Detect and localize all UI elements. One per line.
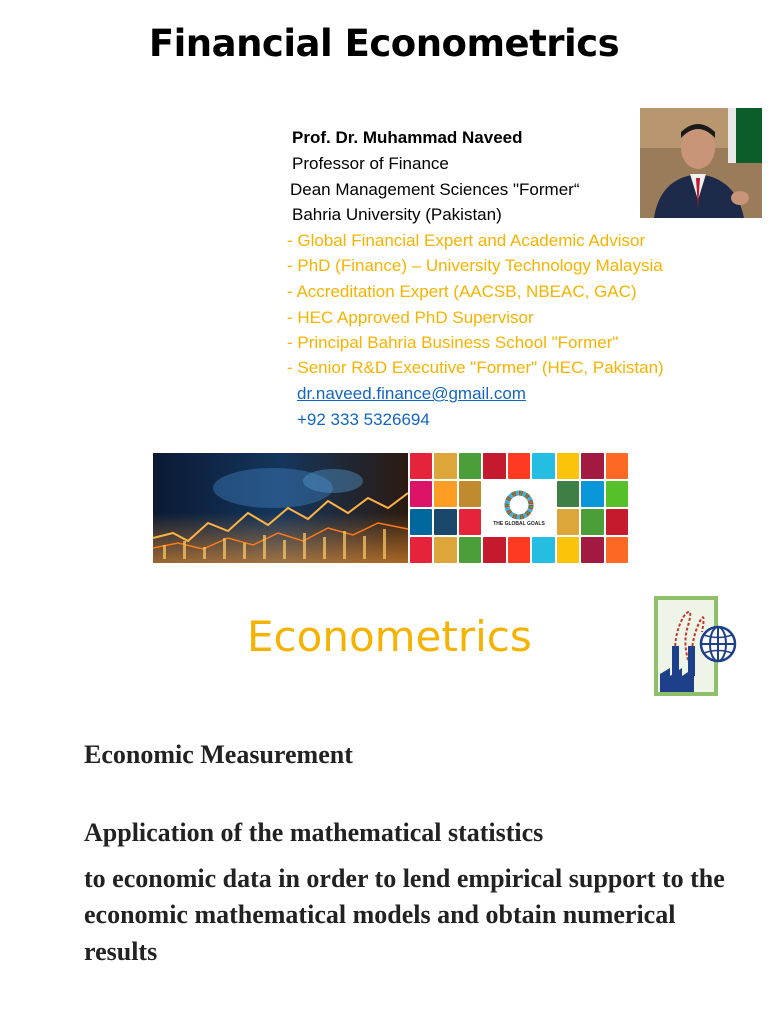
sdg-tile	[532, 453, 554, 479]
phone-number: +92 333 5326694	[297, 410, 430, 429]
definition-line: economic mathematical models and obtain numerical	[84, 900, 676, 929]
sdg-tile	[434, 481, 456, 507]
sdg-tile	[581, 509, 603, 535]
sdg-tile	[434, 509, 456, 535]
professor-university: Bahria University (Pakistan)	[292, 205, 502, 224]
credential-item: - Principal Bahria Business School "Former"	[287, 333, 619, 352]
definition-line: Application of the mathematical statistics	[84, 818, 544, 847]
sdg-tile	[434, 453, 456, 479]
sdg-tile	[459, 481, 481, 507]
email-link[interactable]: dr.naveed.finance@gmail.com	[297, 384, 526, 403]
sdg-tile	[410, 481, 432, 507]
global-goals-logo	[483, 481, 554, 535]
sdg-tile	[508, 537, 530, 563]
credential-item: - Global Financial Expert and Academic Advisor	[287, 231, 646, 250]
professor-photo	[640, 108, 762, 218]
definition-line: to economic data in order to lend empirical support to the	[84, 864, 725, 893]
credential-item: - Senior R&D Executive "Former" (HEC, Pakistan)	[287, 358, 664, 377]
sdg-tile	[557, 537, 579, 563]
sdg-tile	[410, 537, 432, 563]
sdg-tile	[483, 537, 505, 563]
definition-line: results	[84, 937, 158, 966]
sdg-goals-grid	[410, 453, 628, 563]
sdg-tile	[434, 537, 456, 563]
sdg-tile	[581, 481, 603, 507]
factory-globe-icon	[654, 596, 738, 696]
sdg-tile	[532, 537, 554, 563]
sdg-tile	[557, 453, 579, 479]
credential-item: - Accreditation Expert (AACSB, NBEAC, GAC)	[287, 282, 637, 301]
sdg-tile	[459, 537, 481, 563]
sdg-tile	[581, 453, 603, 479]
credential-item: - PhD (Finance) – University Technology Malaysia	[287, 256, 663, 275]
global-goals-wheel-icon	[504, 490, 534, 520]
professor-name: Prof. Dr. Muhammad Naveed	[292, 128, 523, 147]
sdg-tile	[606, 537, 628, 563]
page-title: Financial Econometrics	[148, 22, 620, 65]
sdg-tile	[459, 509, 481, 535]
sdg-tile	[508, 453, 530, 479]
sdg-tile	[459, 453, 481, 479]
sdg-tile	[410, 453, 432, 479]
financial-markets-image	[153, 453, 408, 563]
sdg-tile	[606, 509, 628, 535]
sdg-tile	[606, 453, 628, 479]
sdg-tile	[557, 481, 579, 507]
subheading-economic-measurement: Economic Measurement	[84, 740, 353, 769]
sdg-tile	[606, 481, 628, 507]
sdg-tile	[410, 509, 432, 535]
professor-former-role: Dean Management Sciences "Former“	[290, 180, 580, 199]
professor-position: Professor of Finance	[292, 154, 449, 173]
section-heading: Econometrics	[247, 612, 532, 661]
credential-item: - HEC Approved PhD Supervisor	[287, 308, 534, 327]
sdg-tile	[557, 509, 579, 535]
sdg-tile	[581, 537, 603, 563]
sdg-tile	[483, 453, 505, 479]
global-goals-label: THE GLOBAL GOALS	[493, 520, 545, 527]
